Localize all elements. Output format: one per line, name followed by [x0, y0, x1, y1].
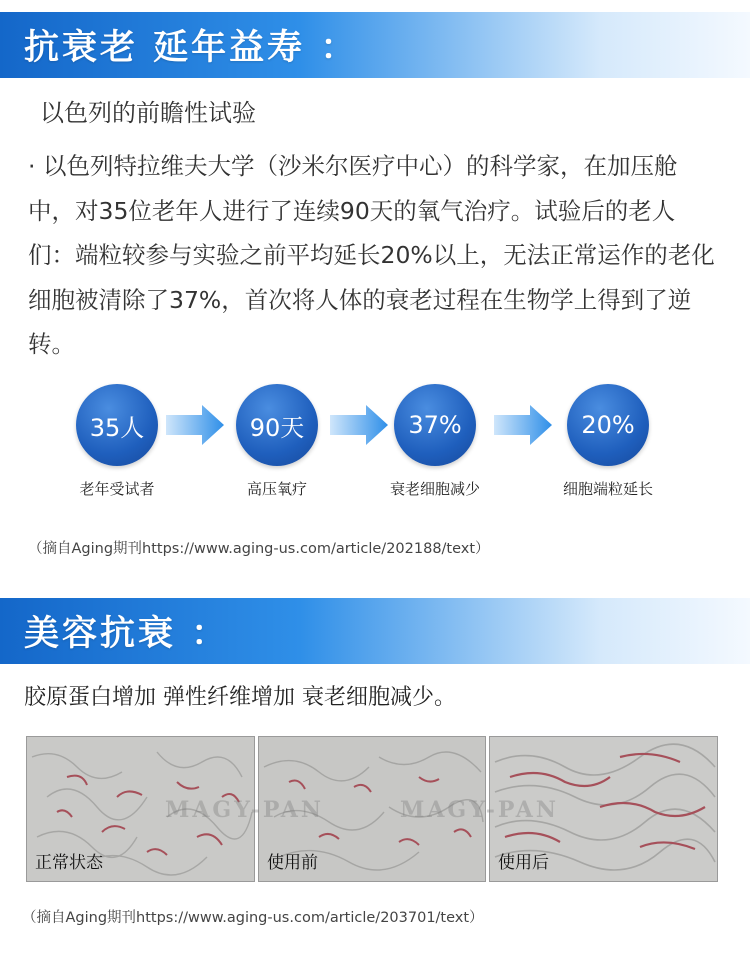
- arrow-right-icon: [166, 405, 224, 445]
- section-title-antiaging: 抗衰老 延年益寿 ：: [24, 28, 359, 68]
- section-banner-antiaging: [0, 12, 750, 78]
- image-label-normal: 正常状态: [35, 853, 103, 873]
- image-label-after: 使用后: [498, 853, 549, 873]
- source-citation-2: （摘自Aging期刊https://www.aging-us.com/article/203701/text）: [22, 910, 484, 926]
- image-label-before: 使用前: [267, 853, 318, 873]
- arrow-right-icon: [330, 405, 388, 445]
- step-circle-3: [394, 384, 476, 466]
- beauty-tagline: 胶原蛋白增加 弹性纤维增加 衰老细胞减少。: [24, 685, 456, 710]
- watermark-text: MAGY-PAN: [400, 797, 559, 823]
- step-circle-1: [76, 384, 158, 466]
- trial-description: · 以色列特拉维夫大学（沙米尔医疗中心）的科学家，在加压舱中，对35位老年人进行了连续90天的氧气治疗。试验后的老人们：端粒较参与实验之前平均延长20%以上，无法正常运作的老化细胞被清除了37%，首次将人体的衰老过程在生物学上得到了逆转。: [28, 152, 715, 358]
- step-value-1: 35人: [89, 413, 145, 442]
- watermark-text: MAGY-PAN: [165, 797, 324, 823]
- step-label-2: 高压氧疗: [246, 480, 307, 498]
- source-citation-1: （摘自Aging期刊https://www.aging-us.com/article/202188/text）: [28, 541, 490, 557]
- arrow-right-icon: [494, 405, 552, 445]
- step-circle-4: [567, 384, 649, 466]
- step-label-4: 细胞端粒延长: [562, 480, 653, 498]
- section-title-beauty: 美容抗衰 ：: [24, 614, 230, 654]
- section-banner-beauty: [0, 598, 750, 664]
- step-value-3: 37%: [408, 411, 462, 439]
- trial-subheading: 以色列的前瞻性试验: [40, 99, 256, 127]
- step-label-3: 衰老细胞减少: [389, 480, 480, 498]
- step-label-1: 老年受试者: [79, 480, 155, 498]
- step-circle-2: [236, 384, 318, 466]
- step-value-4: 20%: [581, 411, 635, 439]
- step-value-2: 90天: [249, 413, 305, 442]
